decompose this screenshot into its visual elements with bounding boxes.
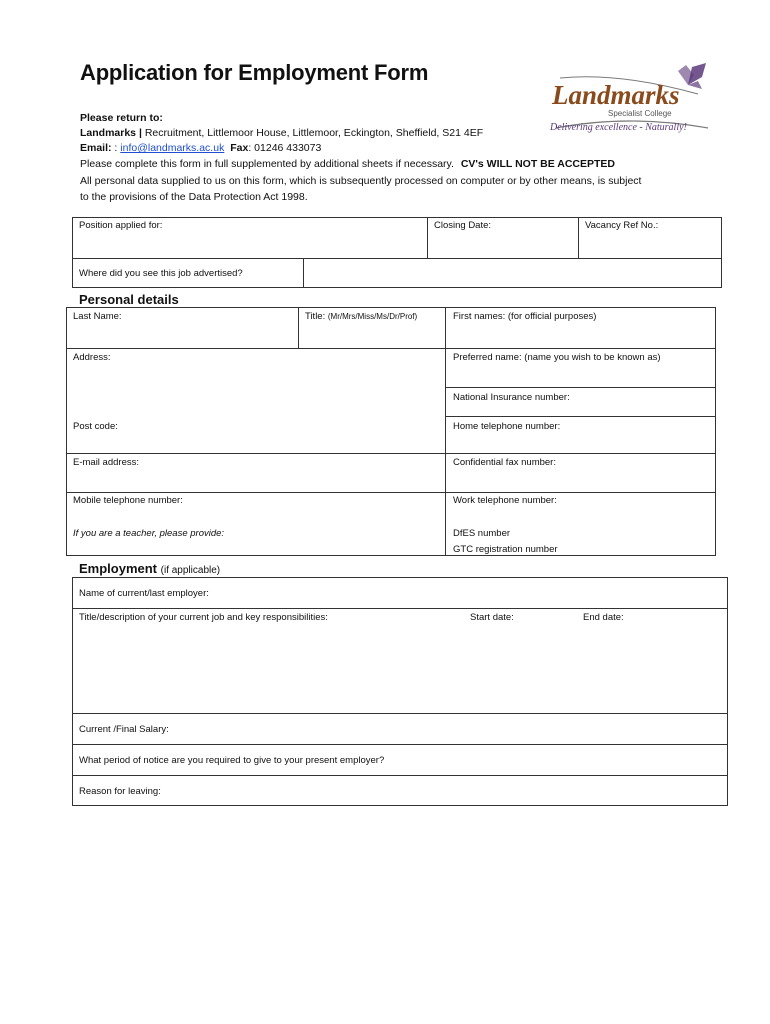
personal-details-heading: Personal details bbox=[79, 292, 179, 307]
end-date-label: End date: bbox=[583, 612, 624, 623]
data-protection-note-1: All personal data supplied to us on this form, which is subsequently processed on computer or by other means, is subject bbox=[80, 175, 642, 187]
notice-period-label: What period of notice are you required to give to your present employer? bbox=[79, 755, 385, 766]
first-names-label: First names: (for official purposes) bbox=[453, 311, 597, 322]
employment-heading-note: (if applicable) bbox=[160, 565, 221, 576]
title-options: (Mr/Mrs/Miss/Ms/Dr/Prof) bbox=[327, 312, 418, 321]
preferred-name-label: Preferred name: (name you wish to be known as) bbox=[453, 352, 661, 363]
title-label bbox=[305, 311, 417, 322]
logo-tagline: Delivering excellence - Naturally! bbox=[550, 122, 687, 133]
employment-heading bbox=[79, 561, 220, 576]
start-date-label: Start date: bbox=[470, 612, 514, 623]
address-text: Recruitment, Littlemoor House, Littlemoor, Eckington, Sheffield, S21 4EF bbox=[144, 127, 484, 139]
email-address-label: E-mail address: bbox=[73, 457, 139, 468]
email-prefix: : bbox=[111, 142, 121, 154]
teacher-note: If you are a teacher, please provide: bbox=[73, 528, 225, 539]
complete-note-text: Please complete this form in full supplemented by additional sheets if necessary. bbox=[80, 158, 454, 170]
employment-heading-text: Employment bbox=[79, 561, 158, 576]
email-label: Email: bbox=[80, 142, 112, 154]
title-label-text: Title: bbox=[305, 311, 326, 322]
ni-number-label: National Insurance number: bbox=[453, 392, 570, 403]
vacancy-ref-label: Vacancy Ref No.: bbox=[585, 220, 659, 231]
position-applied-label: Position applied for: bbox=[79, 220, 163, 231]
closing-date-label: Closing Date: bbox=[434, 220, 492, 231]
dfes-label: DfES number bbox=[453, 528, 511, 539]
address-label: Address: bbox=[73, 352, 111, 363]
salary-field[interactable] bbox=[72, 713, 728, 745]
last-name-label: Last Name: bbox=[73, 311, 122, 322]
return-to-label: Please return to: bbox=[80, 112, 163, 124]
return-address bbox=[80, 125, 483, 141]
where-advertised-label: Where did you see this job advertised? bbox=[79, 268, 243, 279]
cv-note: CV's WILL NOT BE ACCEPTED bbox=[460, 158, 616, 170]
job-description-label: Title/description of your current job and key responsibilities: bbox=[79, 612, 328, 623]
job-description-field[interactable] bbox=[72, 608, 728, 714]
fax-label: Confidential fax number: bbox=[453, 457, 556, 468]
data-protection-note-2: to the provisions of the Data Protection Act 1998. bbox=[80, 191, 308, 203]
complete-note bbox=[80, 156, 615, 172]
logo-subtitle: Specialist College bbox=[608, 109, 672, 118]
reason-leaving-label: Reason for leaving: bbox=[79, 786, 161, 797]
gtc-label: GTC registration number bbox=[453, 544, 558, 555]
address-field[interactable] bbox=[66, 348, 446, 454]
post-code-label: Post code: bbox=[73, 421, 118, 432]
org-name: Landmarks bbox=[80, 127, 137, 139]
reason-leaving-field[interactable] bbox=[72, 775, 728, 806]
landmarks-logo bbox=[548, 58, 718, 138]
contact-line bbox=[80, 140, 321, 156]
logo-graphic bbox=[548, 58, 718, 138]
work-phone-label: Work telephone number: bbox=[453, 495, 557, 506]
org-separator: | bbox=[136, 127, 145, 139]
mobile-label: Mobile telephone number: bbox=[73, 495, 183, 506]
butterfly-icon bbox=[678, 63, 706, 89]
employer-label: Name of current/last employer: bbox=[79, 588, 209, 599]
fax-label: Fax bbox=[230, 142, 249, 154]
where-advertised-field[interactable] bbox=[303, 258, 722, 288]
email-link[interactable]: info@landmarks.ac.uk bbox=[120, 142, 225, 154]
home-phone-label: Home telephone number: bbox=[453, 421, 561, 432]
salary-label: Current /Final Salary: bbox=[79, 724, 169, 735]
fax-value: : 01246 433073 bbox=[248, 142, 322, 154]
page-title: Application for Employment Form bbox=[80, 60, 429, 85]
logo-name: Landmarks bbox=[552, 80, 680, 110]
